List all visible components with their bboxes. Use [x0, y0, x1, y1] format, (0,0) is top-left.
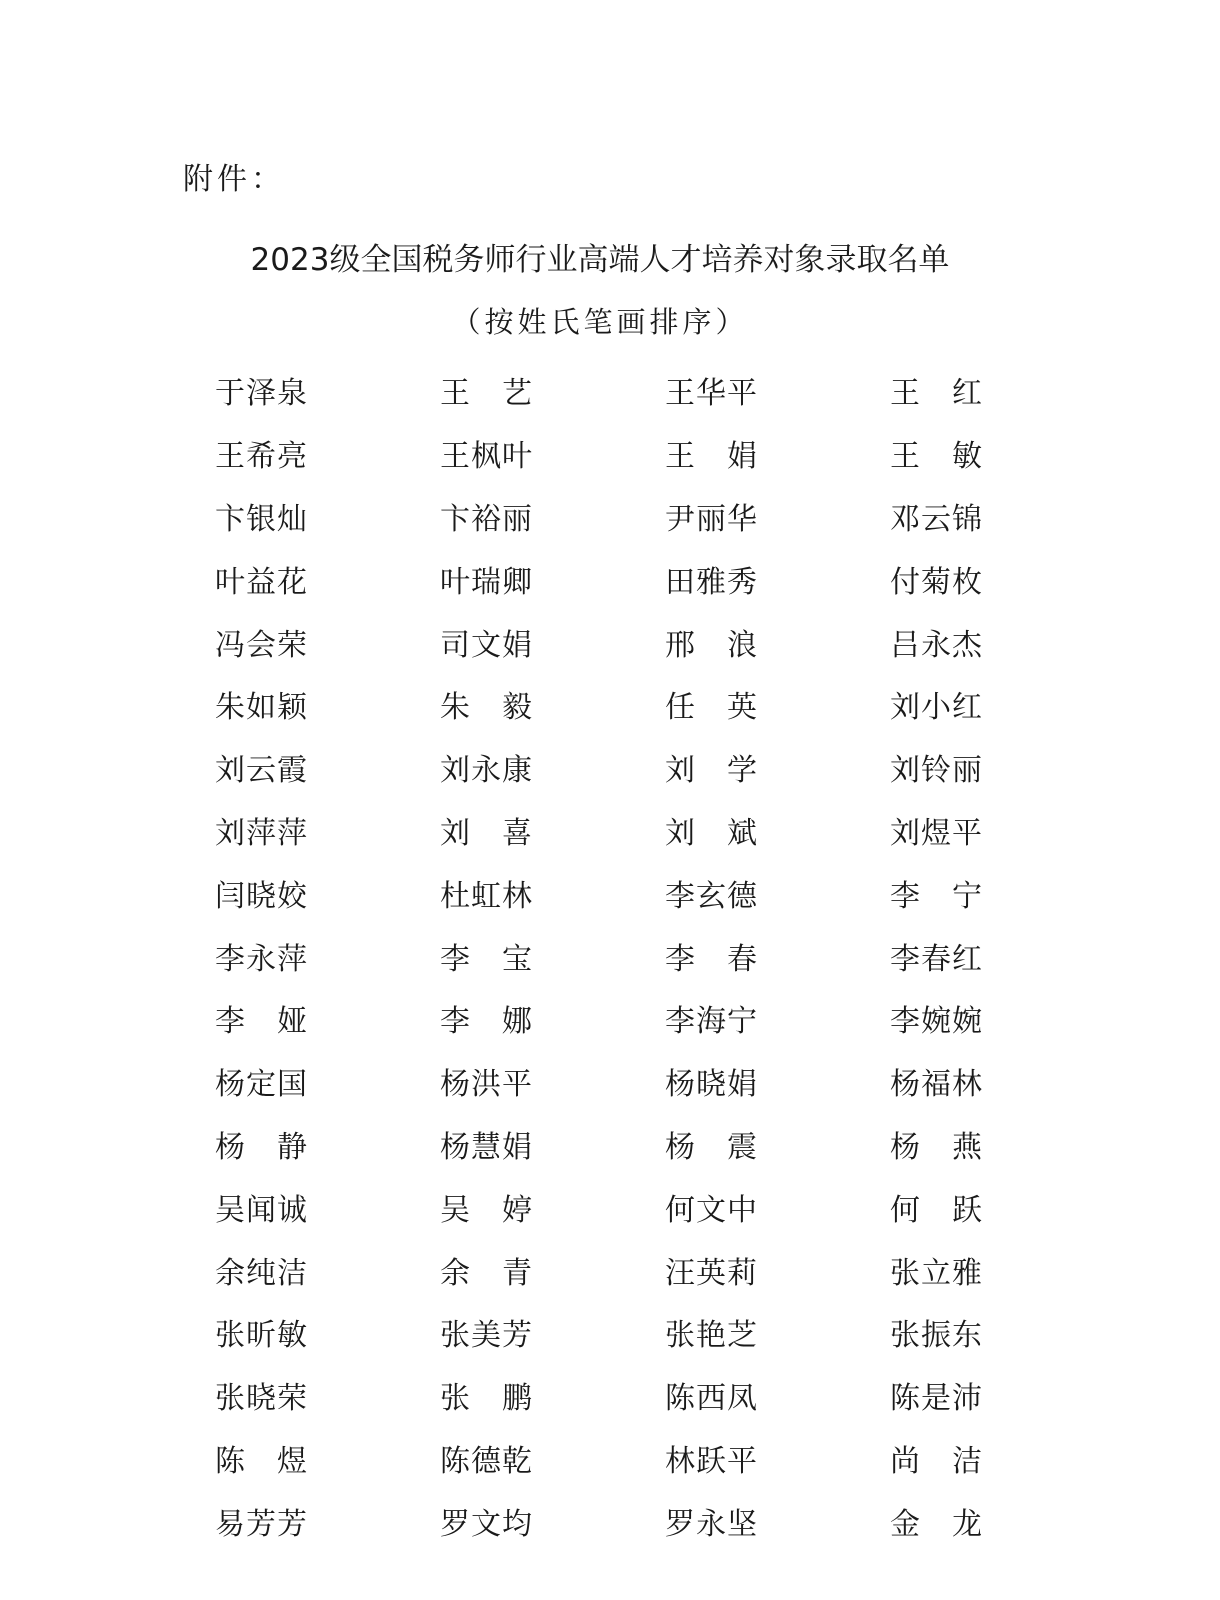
name-entry: 张 美 芳 — [440, 1318, 532, 1354]
name-entry: 王 希 亮 — [215, 439, 307, 475]
name-entry: 邓 云 锦 — [890, 501, 982, 537]
name-entry: 陈 德 乾 — [440, 1443, 532, 1479]
name-entry: 李 宁 — [890, 878, 982, 914]
name-entry: 司 文 娟 — [440, 627, 532, 663]
name-entry: 李 娜 — [440, 1004, 532, 1040]
name-entry: 罗 永 坚 — [665, 1506, 757, 1542]
name-entry: 金 龙 — [890, 1506, 982, 1542]
document-subtitle: （按姓氏笔画排序） — [451, 305, 749, 339]
name-entry: 朱 如 颖 — [215, 690, 307, 726]
name-entry: 李 永 萍 — [215, 941, 307, 977]
name-entry: 冯 会 荣 — [215, 627, 307, 663]
name-entry: 王 敏 — [890, 439, 982, 475]
name-entry: 刘 学 — [665, 753, 757, 789]
name-entry: 王 华 平 — [665, 376, 757, 412]
name-list — [215, 363, 1000, 1556]
name-entry: 朱 毅 — [440, 690, 532, 726]
name-entry: 刘 煜 平 — [890, 815, 982, 851]
name-entry: 张 昕 敏 — [215, 1318, 307, 1354]
name-entry: 田 雅 秀 — [665, 564, 757, 600]
name-entry: 李 婉 婉 — [890, 1004, 982, 1040]
name-entry: 于 泽 泉 — [215, 376, 307, 412]
name-entry: 刘 云 霞 — [215, 753, 307, 789]
name-entry: 何 跃 — [890, 1192, 982, 1228]
name-entry: 刘 永 康 — [440, 753, 532, 789]
document-title: 2023级全国税务师行业高端人才培养对象录取名单 — [250, 242, 950, 278]
name-entry: 刘 萍 萍 — [215, 815, 307, 851]
name-entry: 卞 银 灿 — [215, 501, 307, 537]
name-entry: 李 春 — [665, 941, 757, 977]
name-entry: 叶 瑞 卿 — [440, 564, 532, 600]
name-entry: 张 艳 芝 — [665, 1318, 757, 1354]
name-entry: 杨 静 — [215, 1129, 307, 1165]
name-entry: 杨 洪 平 — [440, 1067, 532, 1103]
name-entry: 李 宝 — [440, 941, 532, 977]
name-entry: 吴 闻 诚 — [215, 1192, 307, 1228]
name-entry: 刘 喜 — [440, 815, 532, 851]
name-entry: 吕 永 杰 — [890, 627, 982, 663]
name-entry: 邢 浪 — [665, 627, 757, 663]
name-entry: 余 纯 洁 — [215, 1255, 307, 1291]
name-entry: 尹 丽 华 — [665, 501, 757, 537]
name-entry: 李 海 宁 — [665, 1004, 757, 1040]
name-entry: 张 振 东 — [890, 1318, 982, 1354]
name-entry: 王 娟 — [665, 439, 757, 475]
name-entry: 何 文 中 — [665, 1192, 757, 1228]
name-entry: 任 英 — [665, 690, 757, 726]
name-entry: 罗 文 均 — [440, 1506, 532, 1542]
name-entry: 闫 晓 姣 — [215, 878, 307, 914]
name-entry: 尚 洁 — [890, 1443, 982, 1479]
name-entry: 刘 小 红 — [890, 690, 982, 726]
name-entry: 杨 震 — [665, 1129, 757, 1165]
name-entry: 李 春 红 — [890, 941, 982, 977]
name-entry: 杨 晓 娟 — [665, 1067, 757, 1103]
name-entry: 陈 是 沛 — [890, 1381, 982, 1417]
name-entry: 吴 婷 — [440, 1192, 532, 1228]
name-entry: 杨 燕 — [890, 1129, 982, 1165]
name-entry: 陈 煜 — [215, 1443, 307, 1479]
name-entry: 李 娅 — [215, 1004, 307, 1040]
name-entry: 王 艺 — [440, 376, 532, 412]
name-entry: 陈 西 凤 — [665, 1381, 757, 1417]
name-entry: 林 跃 平 — [665, 1443, 757, 1479]
name-entry: 叶 益 花 — [215, 564, 307, 600]
name-entry: 余 青 — [440, 1255, 532, 1291]
name-entry: 张 晓 荣 — [215, 1381, 307, 1417]
name-entry: 杨 定 国 — [215, 1067, 307, 1103]
name-entry: 刘 斌 — [665, 815, 757, 851]
name-entry: 杨 福 林 — [890, 1067, 982, 1103]
name-entry: 张 立 雅 — [890, 1255, 982, 1291]
name-entry: 张 鹏 — [440, 1381, 532, 1417]
name-entry: 李 玄 德 — [665, 878, 757, 914]
name-entry: 汪 英 莉 — [665, 1255, 757, 1291]
name-entry: 王 红 — [890, 376, 982, 412]
name-entry: 刘 铃 丽 — [890, 753, 982, 789]
name-entry: 杨 慧 娟 — [440, 1129, 532, 1165]
name-entry: 卞 裕 丽 — [440, 501, 532, 537]
name-entry: 易 芳 芳 — [215, 1506, 307, 1542]
attachment-label: 附件： — [183, 162, 285, 197]
name-entry: 付 菊 枚 — [890, 564, 982, 600]
name-entry: 王 枫 叶 — [440, 439, 532, 475]
name-entry: 杜 虹 林 — [440, 878, 532, 914]
